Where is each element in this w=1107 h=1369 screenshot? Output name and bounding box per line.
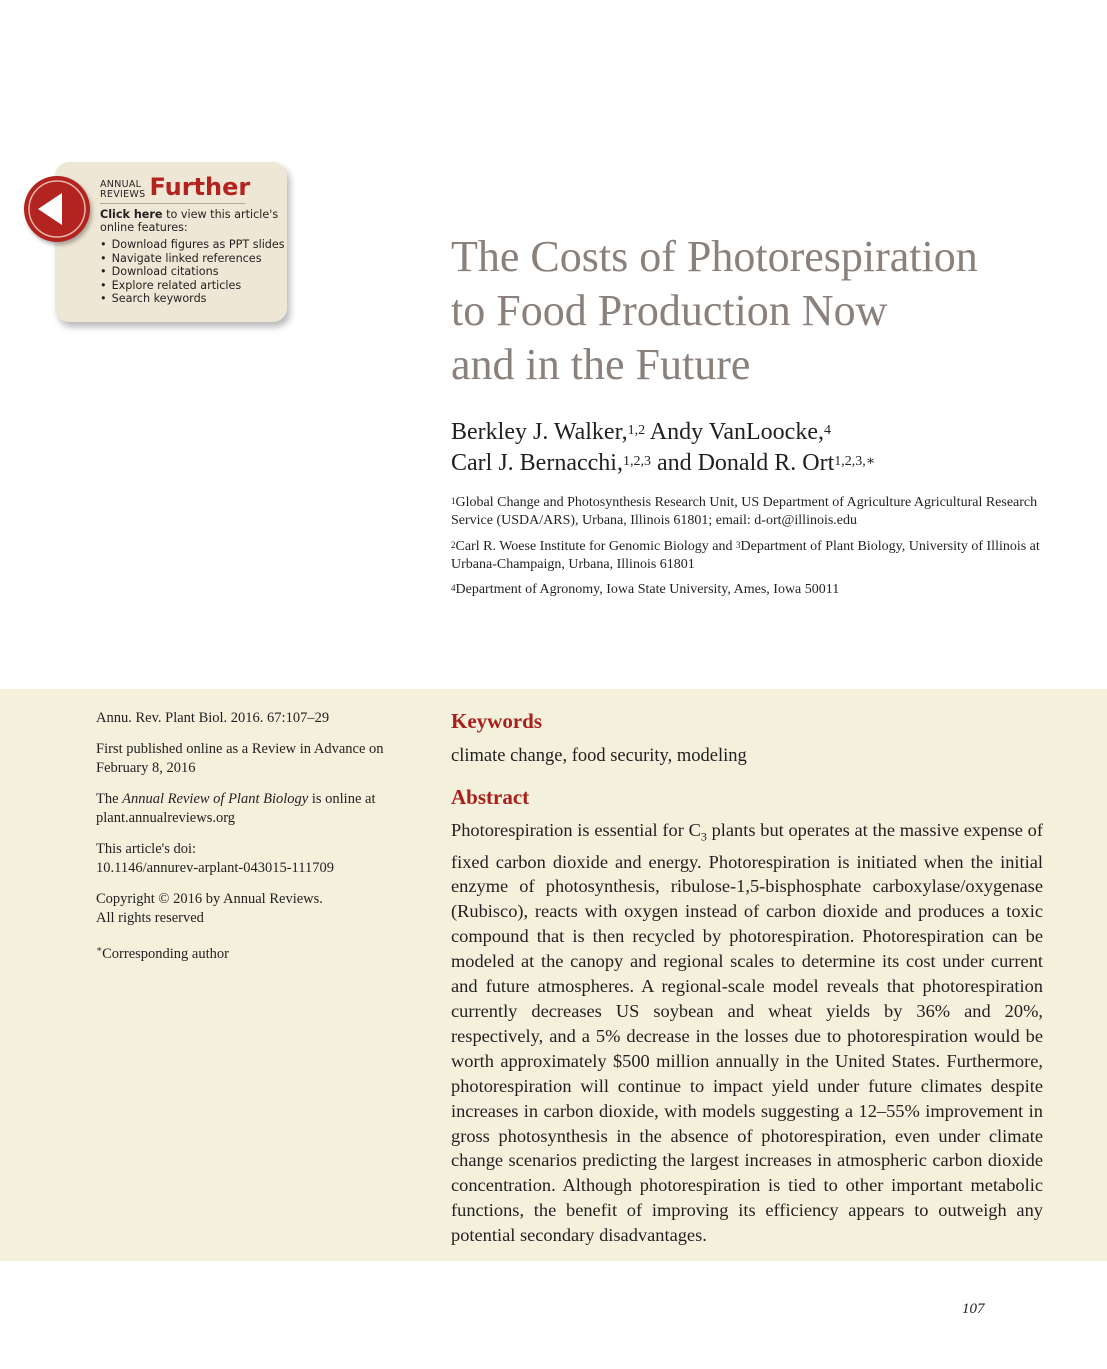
published-line-2: February 8, 2016	[96, 760, 196, 776]
copyright-line-2: All rights reserved	[96, 910, 204, 926]
affiliation-1-text: Global Change and Photosynthesis Research Unit, US Department of Agriculture Agricultural Research Service (USDA/ARS), Urbana, Illinois 61801; email: d-ort@illinois.edu	[451, 495, 1038, 528]
doi-note	[96, 840, 416, 878]
feature-item-ppt[interactable]: • Download figures as PPT slides	[100, 238, 290, 252]
journal-post: is online at	[308, 791, 376, 807]
article-meta	[96, 709, 416, 976]
author-vanloocke-affil: 4	[824, 423, 831, 438]
feature-item-citations[interactable]: • Download citations	[100, 265, 290, 279]
journal-note	[96, 790, 416, 828]
affiliation-4	[451, 581, 1051, 599]
article-title	[451, 230, 1091, 392]
affiliation-3-text: Department of Plant Biology, University of Illinois at Urbana-Champaign, Urbana, Illinois 61801	[451, 539, 1040, 572]
brand-reviews: REVIEWS	[100, 189, 146, 200]
affiliation-2-mark: 2	[451, 540, 456, 550]
doi-value[interactable]: 10.1146/annurev-arplant-043015-111709	[96, 860, 334, 876]
abstract-heading: Abstract	[451, 785, 530, 809]
click-here-rest: to view this article's	[162, 208, 279, 221]
affiliation-4-text: Department of Agronomy, Iowa State University, Ames, Iowa 50011	[455, 582, 840, 597]
affiliation-3-mark: 3	[736, 540, 741, 550]
page-number: 107	[962, 1301, 985, 1317]
brand-annual: ANNUAL	[100, 179, 142, 190]
left-arrow-icon[interactable]	[24, 176, 90, 242]
published-note	[96, 740, 416, 778]
journal-pre: The	[96, 791, 123, 807]
feature-item-references[interactable]: • Navigate linked references	[100, 252, 290, 266]
author-list	[451, 417, 1071, 479]
abstract-text-body: plants but operates at the massive expense of fixed carbon dioxide and energy. Photorespiration is initiated when the initial enzyme of photosynthesis, ribulose-1,5-bisphosphate carboxylase/​oxygenase (Rubisco), reacts with oxygen instead of carbon dioxide and produces a toxic compound that is then recycled by photorespiration. Photorespiration can be modeled at the canopy and regional scales to determine its cost under current and future atmospheres. A regional-scale model reveals that photorespiration currently decreases US soybean and wheat yields by 36% and 20%, respectively, and a 5% decrease in the losses due to photorespiration would be worth approximately $500 million annually in the United States. Furthermore, photorespiration will continue to impact yield under future climates despite increases in carbon dioxide, with models suggesting a 12–55% improvement in gross photosynthesis in the absence of photorespiration, even under climate change scenarios predicting the largest increases in atmospheric carbon dioxide concentration. Although photorespiration is tied to other important metabolic functions, the benefit of improving its efficiency appears to outweigh any potential secondary disadvantages.	[451, 820, 1043, 1246]
affiliation-2-text: Carl R. Woese Institute for Genomic Biology and	[455, 539, 737, 554]
published-line-1: First published online as a Review in Advance on	[96, 741, 384, 757]
corresponding-note	[96, 940, 416, 964]
keywords-text: climate change, food security, modeling	[451, 746, 747, 766]
corresponding-mark: ∗	[96, 944, 103, 954]
click-here-link[interactable]: Click here	[100, 208, 163, 221]
author-ort: and Donald R. Ort	[650, 450, 835, 476]
affiliation-2	[451, 538, 1051, 574]
author-walker-affil: 1,2	[627, 423, 646, 438]
doi-label: This article's doi:	[96, 841, 197, 857]
further-brand	[100, 174, 290, 200]
further-panel	[100, 174, 290, 306]
journal-url[interactable]: plant.annualreviews.org	[96, 810, 236, 826]
author-bernacchi: Carl J. Bernacchi,	[451, 450, 623, 476]
author-walker: Berkley J. Walker,	[451, 419, 628, 445]
click-here-line-2: online features:	[100, 221, 188, 234]
author-bernacchi-affil: 1,2,3	[622, 454, 651, 469]
abstract-text-start: Photorespiration is essential for C	[451, 820, 701, 840]
citation: Annu. Rev. Plant Biol. 2016. 67:107–29	[96, 710, 330, 726]
journal-name: Annual Review of Plant Biology	[122, 791, 309, 807]
affiliation-1	[451, 494, 1051, 530]
affiliation-1-mark: 1	[451, 496, 456, 506]
affiliation-4-mark: 4	[451, 583, 456, 593]
features-list	[100, 238, 290, 306]
feature-item-keywords[interactable]: • Search keywords	[100, 292, 290, 306]
title-line-1: The Costs of Photorespiration	[451, 232, 978, 281]
copyright-note	[96, 890, 416, 928]
title-line-2: to Food Production Now	[451, 286, 888, 335]
brand-further: Further	[149, 173, 251, 201]
feature-item-related[interactable]: • Explore related articles	[100, 279, 290, 293]
click-here-line	[100, 208, 290, 221]
abstract-text	[451, 818, 1043, 1248]
copyright-line-1: Copyright © 2016 by Annual Reviews.	[96, 891, 323, 907]
abstract-subscript: 3	[700, 829, 707, 844]
keywords-heading: Keywords	[451, 709, 542, 733]
brand-annual-reviews	[100, 180, 145, 200]
corresponding-text: Corresponding author	[102, 945, 229, 962]
author-vanloocke: Andy VanLoocke,	[645, 419, 824, 445]
title-line-3: and in the Future	[451, 340, 751, 389]
brand-divider	[100, 203, 245, 204]
author-ort-affil: 1,2,3,∗	[834, 454, 876, 469]
